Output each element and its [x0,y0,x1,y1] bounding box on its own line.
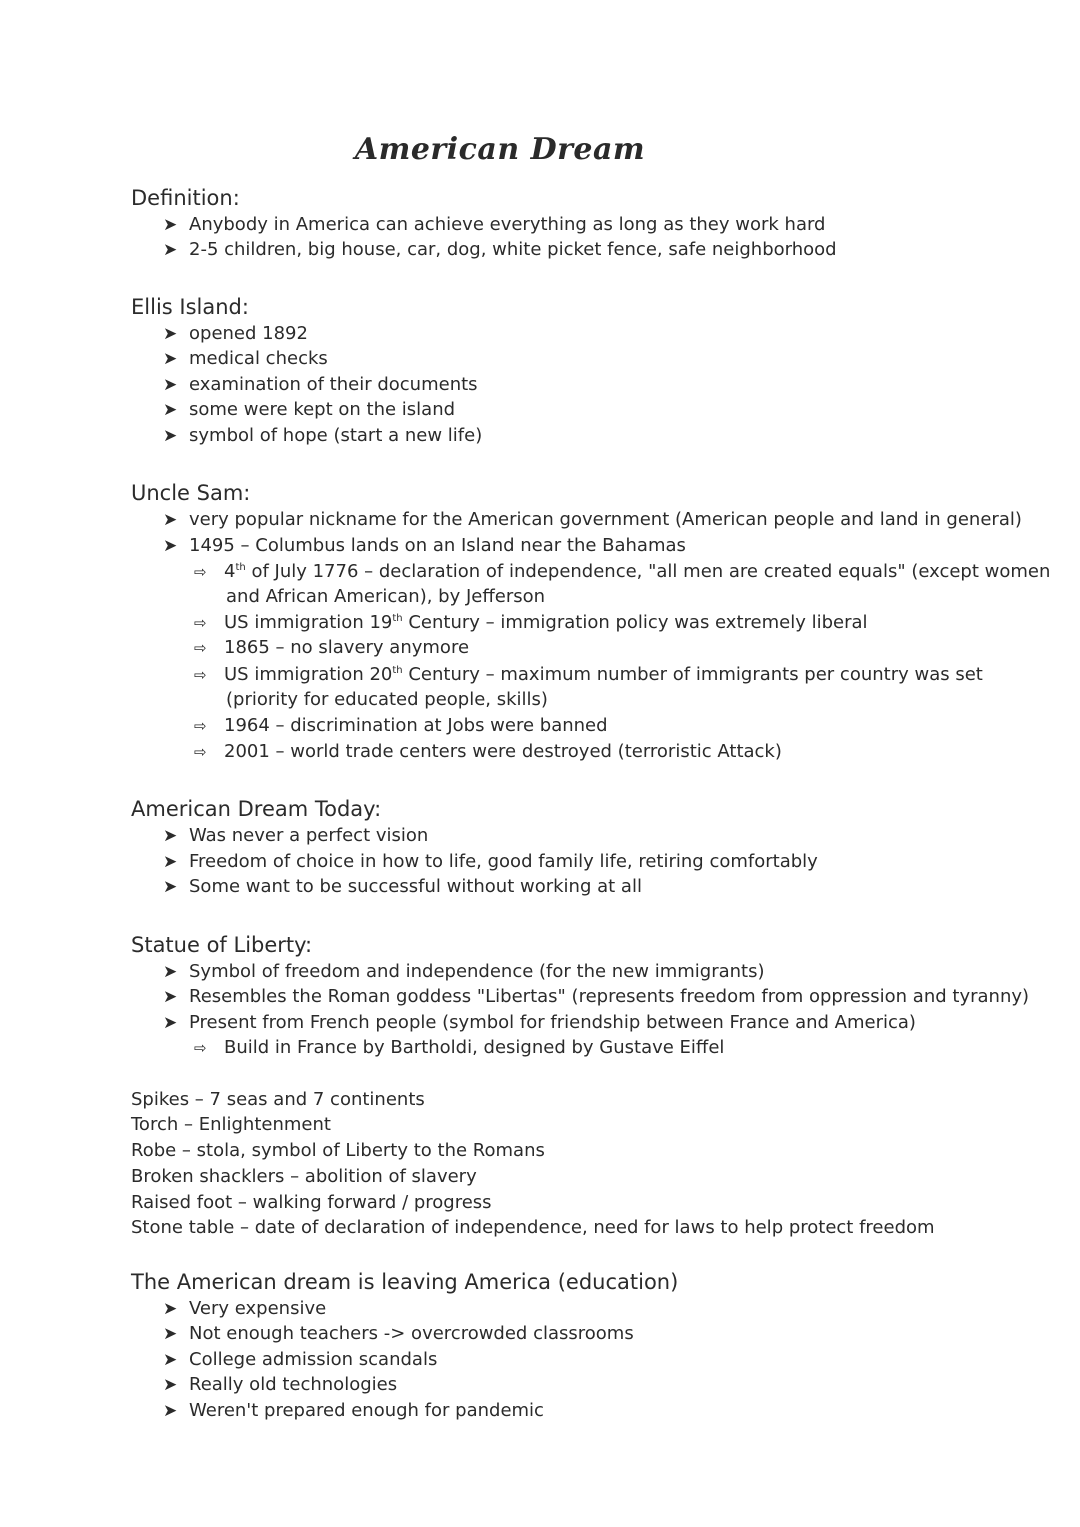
symbol-line: Raised foot – walking forward / progress [131,1192,492,1213]
list-item: ➤ symbol of hope (start a new life) [163,425,483,446]
list-item: ➤ Not enough teachers -> overcrowded classrooms [163,1323,634,1344]
symbol-line: Torch – Enlightenment [131,1114,331,1135]
list-item: ➤ Symbol of freedom and independence (for the new immigrants) [163,961,765,982]
list-item: ➤ Resembles the Roman goddess "Libertas" (represents freedom from oppression and tyranny) [163,986,1030,1007]
list-item: ➤ very popular nickname for the American government (American people and land in general) [163,509,1022,530]
outline-arrow-icon: ⇨ [194,563,207,581]
sub-list-item: ⇨ 2001 – world trade centers were destroyed (terroristic Attack) [194,741,782,762]
page-title: American Dream [354,132,646,167]
list-item: ➤ examination of their documents [163,374,478,395]
arrowhead-bullet-icon: ➤ [163,1375,178,1395]
heading-ellis-island: Ellis Island: [131,295,249,319]
sub-list-item: ⇨ 1964 – discrimination at Jobs were banned [194,715,608,736]
arrowhead-bullet-icon: ➤ [163,1299,178,1319]
list-item: ➤ Really old technologies [163,1374,398,1395]
list-item: ➤ medical checks [163,348,328,369]
arrowhead-bullet-icon: ➤ [163,536,178,556]
list-item: ➤ Weren't prepared enough for pandemic [163,1400,544,1421]
arrowhead-bullet-icon: ➤ [163,852,178,872]
arrowhead-bullet-icon: ➤ [163,426,178,446]
sub-list-item-continuation: and African American), by Jefferson [226,586,546,607]
list-item: ➤ Present from French people (symbol for friendship between France and America) [163,1012,916,1033]
symbol-line: Robe – stola, symbol of Liberty to the Romans [131,1140,545,1161]
symbol-line: Spikes – 7 seas and 7 continents [131,1089,425,1110]
list-item: ➤ Very expensive [163,1298,327,1319]
arrowhead-bullet-icon: ➤ [163,240,178,260]
outline-arrow-icon: ⇨ [194,666,207,684]
arrowhead-bullet-icon: ➤ [163,510,178,530]
outline-arrow-icon: ⇨ [194,614,207,632]
arrowhead-bullet-icon: ➤ [163,962,178,982]
arrowhead-bullet-icon: ➤ [163,1013,178,1033]
sub-list-item: ⇨ US immigration 20th Century – maximum number of immigrants per country was set [194,664,983,685]
outline-arrow-icon: ⇨ [194,743,207,761]
arrowhead-bullet-icon: ➤ [163,400,178,420]
list-item: ➤ some were kept on the island [163,399,456,420]
arrowhead-bullet-icon: ➤ [163,349,178,369]
list-item: ➤ 1495 – Columbus lands on an Island near the Bahamas [163,535,686,556]
list-item: ➤ Anybody in America can achieve everything as long as they work hard [163,214,826,235]
list-item: ➤ Some want to be successful without working at all [163,876,642,897]
outline-arrow-icon: ⇨ [194,717,207,735]
list-item: ➤ Freedom of choice in how to life, good family life, retiring comfortably [163,851,818,872]
symbol-line: Stone table – date of declaration of independence, need for laws to help protect freedom [131,1217,935,1238]
list-item: ➤ College admission scandals [163,1349,438,1370]
arrowhead-bullet-icon: ➤ [163,1350,178,1370]
arrowhead-bullet-icon: ➤ [163,1401,178,1421]
sub-list-item: ⇨ 4th of July 1776 – declaration of independence, "all men are created equals" (except women [194,561,1051,582]
heading-uncle-sam: Uncle Sam: [131,481,251,505]
arrowhead-bullet-icon: ➤ [163,987,178,1007]
symbol-line: Broken shacklers – abolition of slavery [131,1166,477,1187]
heading-statue-of-liberty: Statue of Liberty: [131,933,313,957]
sub-list-item: ⇨ Build in France by Bartholdi, designed by Gustave Eiffel [194,1037,725,1058]
list-item: ➤ opened 1892 [163,323,308,344]
outline-arrow-icon: ⇨ [194,1039,207,1057]
arrowhead-bullet-icon: ➤ [163,1324,178,1344]
sub-list-item-continuation: (priority for educated people, skills) [226,689,548,710]
arrowhead-bullet-icon: ➤ [163,877,178,897]
arrowhead-bullet-icon: ➤ [163,215,178,235]
heading-definition: Definition: [131,186,240,210]
heading-dream-leaving-america: The American dream is leaving America (education) [131,1270,679,1294]
arrowhead-bullet-icon: ➤ [163,826,178,846]
list-item: ➤ 2-5 children, big house, car, dog, white picket fence, safe neighborhood [163,239,837,260]
list-item: ➤ Was never a perfect vision [163,825,429,846]
arrowhead-bullet-icon: ➤ [163,324,178,344]
arrowhead-bullet-icon: ➤ [163,375,178,395]
outline-arrow-icon: ⇨ [194,639,207,657]
heading-american-dream-today: American Dream Today: [131,797,382,821]
sub-list-item: ⇨ 1865 – no slavery anymore [194,637,470,658]
sub-list-item: ⇨ US immigration 19th Century – immigration policy was extremely liberal [194,612,868,633]
